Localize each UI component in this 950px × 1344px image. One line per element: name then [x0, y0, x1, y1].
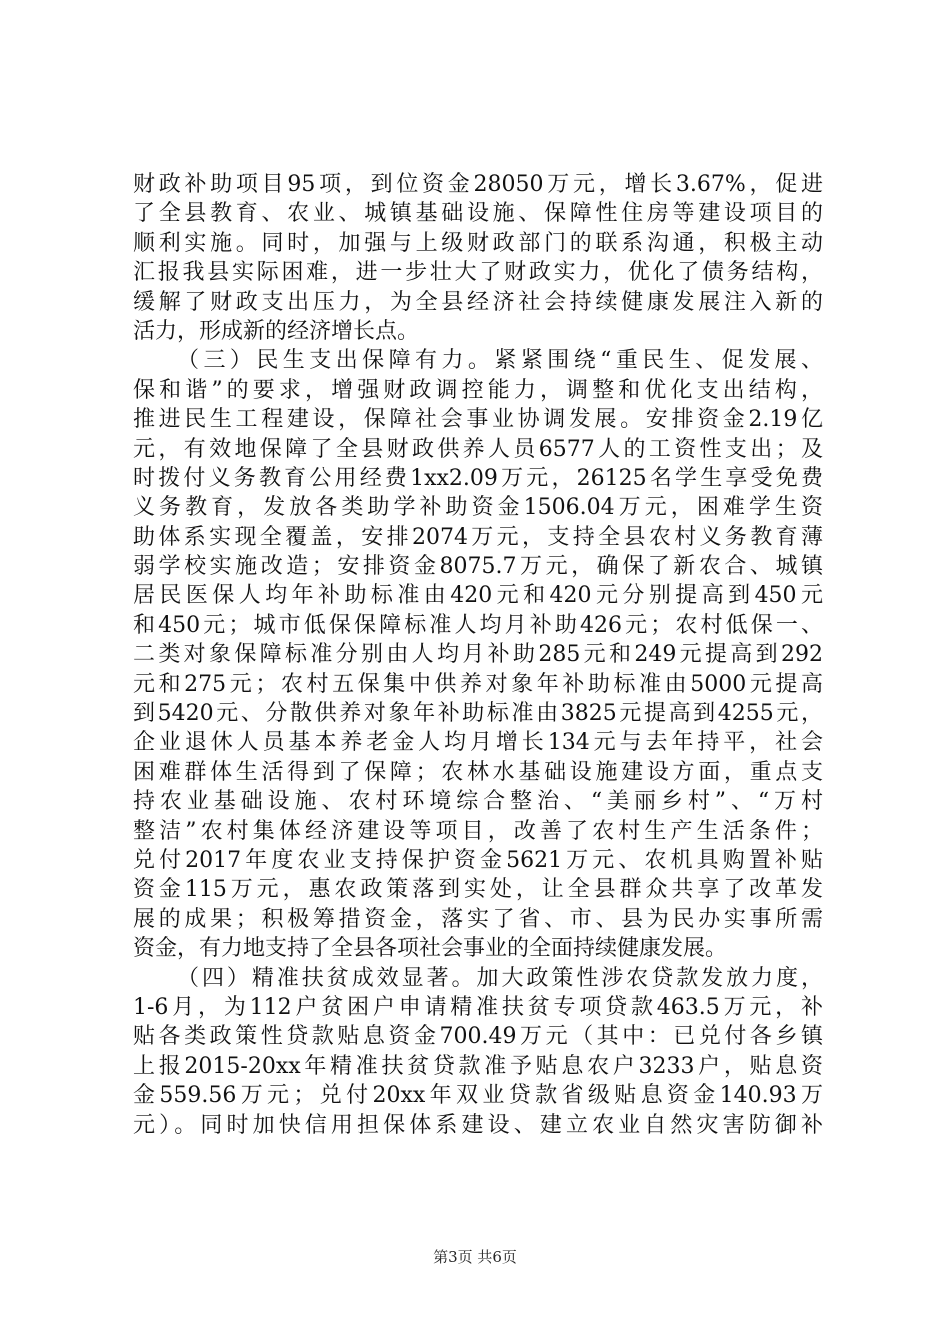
paragraph-2-line-19: 资金115万元，惠农政策落到实处，让全县群众共享了改革发 — [133, 877, 823, 903]
paragraph-3-line-1: （四）精准扶贫成效显著。加大政策性涉农贷款发放力度， — [177, 965, 823, 991]
paragraph-2-line-16: 持农业基础设施、农村环境综合整治、“美丽乡村”、“万村 — [133, 789, 823, 815]
paragraph-2-line-11: 二类对象保障标准分别由人均月补助285元和249元提高到292 — [133, 642, 823, 668]
paragraph-3-line-5: 金559.56万元；兑付20xx年双业贷款省级贴息资金140.93万 — [133, 1083, 823, 1109]
document-body — [133, 170, 823, 1140]
paragraph-1-line-1: 财政补助项目95项，到位资金28050万元，增长3.67%，促进 — [133, 172, 823, 197]
paragraph-2-line-1: （三）民生支出保障有力。紧紧围绕“重民生、促发展、 — [177, 348, 823, 374]
page-footer — [0, 1246, 950, 1267]
paragraph-2-line-7: 助体系实现全覆盖，安排2074万元，支持全县农村义务教育薄 — [133, 524, 823, 550]
paragraph-2-line-21: 资金，有力地支持了全县各项社会事业的全面持续健康发展。 — [133, 936, 728, 962]
paragraph-2-line-6: 义务教育，发放各类助学补助资金1506.04万元，困难学生资 — [133, 495, 823, 521]
paragraph-2-line-5: 时拨付义务教育公用经费1xx2.09万元，26125名学生享受免费 — [133, 465, 823, 491]
paragraph-1-line-6: 活力，形成新的经济增长点。 — [133, 318, 420, 344]
paragraph-2-line-8: 弱学校实施改造；安排资金8075.7万元，确保了新农合、城镇 — [133, 554, 823, 580]
paragraph-1-line-4: 汇报我县实际困难，进一步壮大了财政实力，优化了债务结构， — [133, 260, 823, 286]
paragraph-3-line-4: 上报2015-20xx年精准扶贫贷款准予贴息农户3233户，贴息资 — [133, 1053, 823, 1079]
paragraph-2-line-20: 展的成果；积极筹措资金，落实了省、市、县为民办实事所需 — [133, 906, 823, 932]
paragraph-1-line-3: 顺利实施。同时，加强与上级财政部门的联系沟通，积极主动 — [133, 230, 823, 256]
paragraph-2-line-12: 元和275元；农村五保集中供养对象年补助标准由5000元提高 — [133, 671, 823, 697]
page-number-label: 第3页 共6页 — [433, 1248, 517, 1266]
paragraph-3-line-6: 元）。同时加快信用担保体系建设、建立农业自然灾害防御补 — [133, 1112, 823, 1138]
paragraph-2-line-14: 企业退休人员基本养老金人均月增长134元与去年持平，社会 — [133, 730, 823, 756]
paragraph-3-line-2: 1-6月，为112户贫困户申请精准扶贫专项贷款463.5万元，补 — [133, 994, 823, 1020]
paragraph-1-line-5: 缓解了财政支出压力，为全县经济社会持续健康发展注入新的 — [133, 289, 823, 315]
paragraph-2-line-2: 保和谐”的要求，增强财政调控能力，调整和优化支出结构， — [133, 377, 823, 403]
paragraph-2-line-4: 元，有效地保障了全县财政供养人员6577人的工资性支出；及 — [133, 436, 823, 462]
paragraph-1-line-2: 了全县教育、农业、城镇基础设施、保障性住房等建设项目的 — [133, 201, 823, 227]
paragraph-2-line-15: 困难群体生活得到了保障；农林水基础设施建设方面，重点支 — [133, 759, 823, 785]
paragraph-2-line-18: 兑付2017年度农业支持保护资金5621万元、农机具购置补贴 — [133, 847, 823, 873]
paragraph-2-line-13: 到5420元、分散供养对象年补助标准由3825元提高到4255元， — [133, 701, 823, 727]
paragraph-3-line-3: 贴各类政策性贷款贴息资金700.49万元（其中：已兑付各乡镇 — [133, 1024, 823, 1050]
paragraph-2-line-17: 整洁”农村集体经济建设等项目，改善了农村生产生活条件； — [133, 818, 823, 844]
paragraph-2-line-10: 和450元；城市低保保障标准人均月补助426元；农村低保一、 — [133, 612, 823, 638]
paragraph-2-line-3: 推进民生工程建设，保障社会事业协调发展。安排资金2.19亿 — [133, 407, 823, 433]
paragraph-2-line-9: 居民医保人均年补助标准由420元和420元分别提高到450元 — [133, 583, 823, 609]
